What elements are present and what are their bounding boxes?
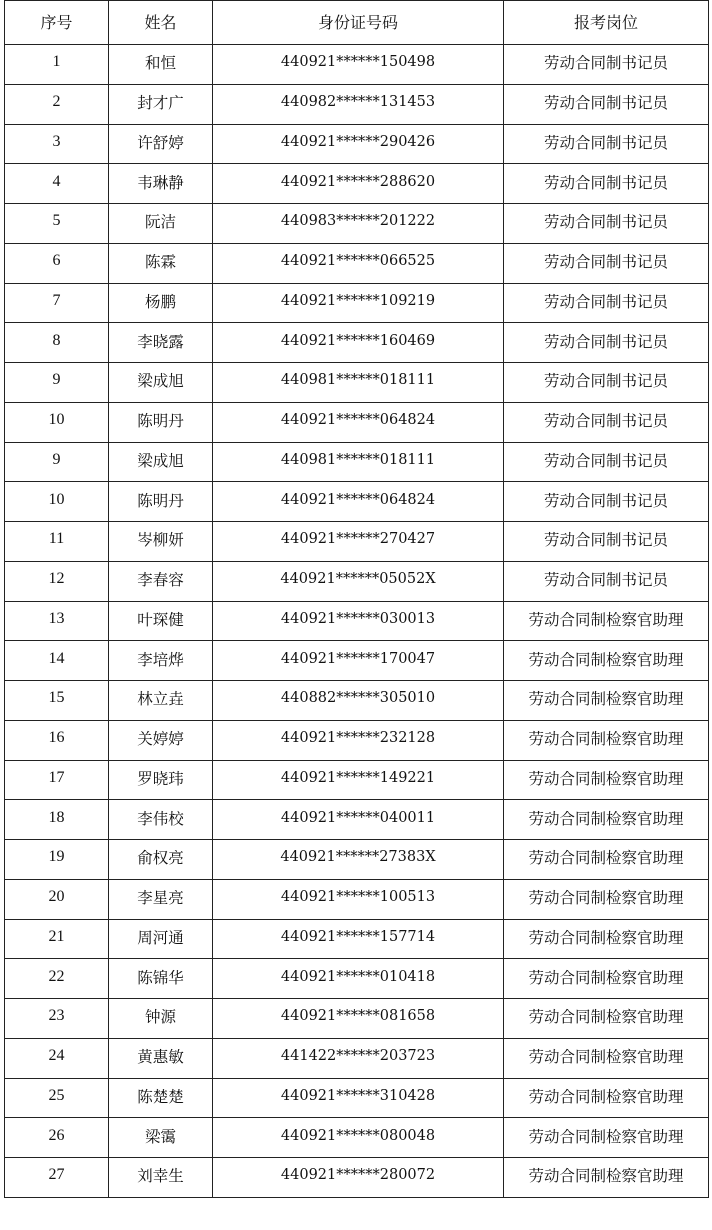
- cell-name: 陈明丹: [109, 482, 213, 522]
- cell-serial-number: 13: [5, 601, 109, 641]
- cell-id-number: 440921******064824: [213, 482, 504, 522]
- table-row: [5, 840, 709, 880]
- cell-serial-number: 10: [5, 482, 109, 522]
- cell-id-number: 440921******080048: [213, 1118, 504, 1158]
- cell-serial-number: 23: [5, 999, 109, 1039]
- cell-serial-number: 14: [5, 641, 109, 681]
- cell-serial-number: 22: [5, 959, 109, 999]
- header-serial-number: 序号: [5, 1, 109, 45]
- cell-id-number: 440921******157714: [213, 919, 504, 959]
- table-row: [5, 323, 709, 363]
- cell-position: 劳动合同制检察官助理: [504, 800, 709, 840]
- cell-name: 罗晓玮: [109, 760, 213, 800]
- cell-name: 陈楚楚: [109, 1078, 213, 1118]
- cell-serial-number: 6: [5, 243, 109, 283]
- cell-position: 劳动合同制书记员: [504, 482, 709, 522]
- cell-serial-number: 9: [5, 442, 109, 482]
- cell-id-number: 440921******270427: [213, 522, 504, 562]
- cell-position: 劳动合同制检察官助理: [504, 879, 709, 919]
- table-row: [5, 402, 709, 442]
- cell-name: 李春容: [109, 561, 213, 601]
- cell-id-number: 440921******010418: [213, 959, 504, 999]
- cell-id-number: 440921******081658: [213, 999, 504, 1039]
- cell-serial-number: 19: [5, 840, 109, 880]
- table-row: [5, 1078, 709, 1118]
- cell-name: 陈锦华: [109, 959, 213, 999]
- table-row: [5, 879, 709, 919]
- table-row: [5, 522, 709, 562]
- table-row: [5, 243, 709, 283]
- cell-name: 黄惠敏: [109, 1038, 213, 1078]
- cell-id-number: 440921******066525: [213, 243, 504, 283]
- cell-position: 劳动合同制书记员: [504, 442, 709, 482]
- cell-position: 劳动合同制检察官助理: [504, 601, 709, 641]
- cell-name: 梁成旭: [109, 442, 213, 482]
- table-body: [5, 45, 709, 1198]
- cell-position: 劳动合同制书记员: [504, 243, 709, 283]
- cell-name: 周河通: [109, 919, 213, 959]
- cell-serial-number: 21: [5, 919, 109, 959]
- cell-id-number: 440921******05052X: [213, 561, 504, 601]
- cell-serial-number: 11: [5, 522, 109, 562]
- cell-id-number: 440921******27383X: [213, 840, 504, 880]
- cell-name: 阮洁: [109, 204, 213, 244]
- cell-id-number: 440921******310428: [213, 1078, 504, 1118]
- cell-name: 关婷婷: [109, 720, 213, 760]
- cell-id-number: 440921******232128: [213, 720, 504, 760]
- cell-position: 劳动合同制检察官助理: [504, 681, 709, 721]
- cell-serial-number: 1: [5, 45, 109, 85]
- cell-position: 劳动合同制书记员: [504, 522, 709, 562]
- cell-name: 梁霭: [109, 1118, 213, 1158]
- cell-position: 劳动合同制书记员: [504, 561, 709, 601]
- cell-id-number: 440921******109219: [213, 283, 504, 323]
- cell-serial-number: 24: [5, 1038, 109, 1078]
- cell-id-number: 441422******203723: [213, 1038, 504, 1078]
- cell-name: 封才广: [109, 84, 213, 124]
- cell-name: 杨鹏: [109, 283, 213, 323]
- header-id-number: 身份证号码: [213, 1, 504, 45]
- table-row: [5, 1158, 709, 1198]
- cell-id-number: 440921******288620: [213, 164, 504, 204]
- table-row: [5, 919, 709, 959]
- header-row: [5, 1, 709, 45]
- cell-name: 刘幸生: [109, 1158, 213, 1198]
- cell-id-number: 440982******131453: [213, 84, 504, 124]
- cell-serial-number: 16: [5, 720, 109, 760]
- header-name: 姓名: [109, 1, 213, 45]
- table-row: [5, 561, 709, 601]
- table-row: [5, 720, 709, 760]
- table-row: [5, 124, 709, 164]
- cell-position: 劳动合同制书记员: [504, 323, 709, 363]
- cell-position: 劳动合同制检察官助理: [504, 840, 709, 880]
- table-row: [5, 482, 709, 522]
- cell-name: 和恒: [109, 45, 213, 85]
- cell-id-number: 440921******290426: [213, 124, 504, 164]
- cell-id-number: 440921******040011: [213, 800, 504, 840]
- cell-serial-number: 4: [5, 164, 109, 204]
- cell-id-number: 440981******018111: [213, 442, 504, 482]
- cell-name: 韦琳静: [109, 164, 213, 204]
- table-row: [5, 1118, 709, 1158]
- cell-position: 劳动合同制检察官助理: [504, 959, 709, 999]
- cell-position: 劳动合同制检察官助理: [504, 760, 709, 800]
- cell-id-number: 440921******149221: [213, 760, 504, 800]
- cell-name: 梁成旭: [109, 363, 213, 403]
- cell-serial-number: 10: [5, 402, 109, 442]
- cell-name: 李星亮: [109, 879, 213, 919]
- cell-name: 叶琛健: [109, 601, 213, 641]
- table-header: [5, 1, 709, 45]
- cell-position: 劳动合同制检察官助理: [504, 1038, 709, 1078]
- cell-id-number: 440921******064824: [213, 402, 504, 442]
- cell-position: 劳动合同制检察官助理: [504, 1118, 709, 1158]
- cell-serial-number: 26: [5, 1118, 109, 1158]
- cell-position: 劳动合同制书记员: [504, 283, 709, 323]
- cell-serial-number: 9: [5, 363, 109, 403]
- table-row: [5, 204, 709, 244]
- cell-id-number: 440921******030013: [213, 601, 504, 641]
- cell-id-number: 440921******100513: [213, 879, 504, 919]
- table-row: [5, 760, 709, 800]
- cell-id-number: 440882******305010: [213, 681, 504, 721]
- cell-serial-number: 8: [5, 323, 109, 363]
- cell-position: 劳动合同制检察官助理: [504, 999, 709, 1039]
- cell-name: 林立垚: [109, 681, 213, 721]
- cell-name: 钟源: [109, 999, 213, 1039]
- cell-serial-number: 12: [5, 561, 109, 601]
- table-row: [5, 601, 709, 641]
- cell-id-number: 440921******280072: [213, 1158, 504, 1198]
- cell-name: 李晓露: [109, 323, 213, 363]
- table-row: [5, 283, 709, 323]
- cell-name: 岑柳妍: [109, 522, 213, 562]
- cell-position: 劳动合同制书记员: [504, 363, 709, 403]
- cell-position: 劳动合同制检察官助理: [504, 919, 709, 959]
- table-row: [5, 442, 709, 482]
- table-row: [5, 45, 709, 85]
- table-row: [5, 641, 709, 681]
- cell-name: 陈霖: [109, 243, 213, 283]
- cell-serial-number: 27: [5, 1158, 109, 1198]
- cell-name: 李培烨: [109, 641, 213, 681]
- table-row: [5, 1038, 709, 1078]
- cell-position: 劳动合同制检察官助理: [504, 641, 709, 681]
- cell-name: 许舒婷: [109, 124, 213, 164]
- cell-id-number: 440981******018111: [213, 363, 504, 403]
- cell-position: 劳动合同制检察官助理: [504, 720, 709, 760]
- cell-position: 劳动合同制书记员: [504, 45, 709, 85]
- cell-position: 劳动合同制书记员: [504, 84, 709, 124]
- cell-serial-number: 7: [5, 283, 109, 323]
- table-row: [5, 959, 709, 999]
- candidate-table: [4, 0, 709, 1198]
- cell-name: 陈明丹: [109, 402, 213, 442]
- cell-serial-number: 15: [5, 681, 109, 721]
- cell-position: 劳动合同制检察官助理: [504, 1078, 709, 1118]
- cell-position: 劳动合同制检察官助理: [504, 1158, 709, 1198]
- cell-serial-number: 2: [5, 84, 109, 124]
- table-row: [5, 164, 709, 204]
- cell-serial-number: 20: [5, 879, 109, 919]
- cell-id-number: 440921******160469: [213, 323, 504, 363]
- table-row: [5, 363, 709, 403]
- cell-serial-number: 17: [5, 760, 109, 800]
- cell-id-number: 440983******201222: [213, 204, 504, 244]
- cell-position: 劳动合同制书记员: [504, 164, 709, 204]
- cell-position: 劳动合同制书记员: [504, 124, 709, 164]
- cell-name: 俞权亮: [109, 840, 213, 880]
- table-row: [5, 800, 709, 840]
- candidate-list-sheet: [4, 0, 708, 1198]
- cell-id-number: 440921******150498: [213, 45, 504, 85]
- table-row: [5, 999, 709, 1039]
- table-row: [5, 84, 709, 124]
- cell-position: 劳动合同制书记员: [504, 204, 709, 244]
- header-position: 报考岗位: [504, 1, 709, 45]
- table-row: [5, 681, 709, 721]
- cell-position: 劳动合同制书记员: [504, 402, 709, 442]
- cell-serial-number: 3: [5, 124, 109, 164]
- cell-serial-number: 5: [5, 204, 109, 244]
- cell-serial-number: 25: [5, 1078, 109, 1118]
- cell-name: 李伟校: [109, 800, 213, 840]
- cell-id-number: 440921******170047: [213, 641, 504, 681]
- cell-serial-number: 18: [5, 800, 109, 840]
